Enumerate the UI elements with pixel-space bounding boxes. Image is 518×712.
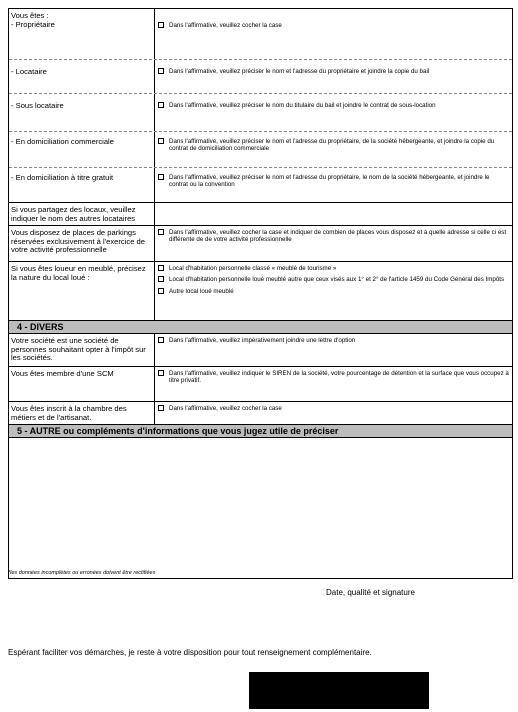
- checkbox[interactable]: [158, 288, 164, 294]
- checkbox[interactable]: [158, 229, 164, 235]
- option-text: Dans l'affirmative, veuillez cocher la case et indiquer de combien de places vous disposez et à quelle adresse si celle ci est différente de de votre activité professionnelle: [169, 229, 507, 244]
- declaration-form: [8, 8, 513, 579]
- option-text: Autre local loué meublé: [169, 287, 234, 295]
- section-4-header: 4 - DIVERS: [9, 320, 512, 333]
- row-label: Vous êtes inscrit à la chambre des métiers et de l'artisanat.: [9, 402, 155, 424]
- checkbox[interactable]: [158, 174, 164, 180]
- option-text: Dans l'affirmative, veuillez cocher la case: [169, 405, 282, 412]
- row-option-is: [9, 333, 512, 366]
- option-text: Dans l'affirmative, veuillez préciser le nom et l'adresse du propriétaire, de la société hébergeante, et joindre la copie du contrat de domiciliation commerciale: [169, 138, 495, 153]
- row-label: Vous êtes : - Propriétaire: [9, 9, 155, 59]
- row-scm: [9, 366, 512, 401]
- row-label: - En domiciliation à titre gratuit: [9, 168, 155, 202]
- checkbox[interactable]: [158, 68, 164, 74]
- checkbox[interactable]: [158, 405, 164, 411]
- row-domiciliation-commerciale: [9, 131, 512, 167]
- row-loueur-meuble: [9, 261, 512, 320]
- option-text: Local d'habitation personnelle loué meublé autre que ceux visés aux 1° et 2° de l'article 1459 du Code Général des Impôts: [169, 276, 505, 284]
- option-text: Dans l'affirmative, veuillez préciser le nom et l'adresse du propriétaire et joindre la copie du bail: [169, 68, 430, 75]
- row-proprietaire: [9, 9, 512, 59]
- row-label: Vous êtes membre d'une SCM: [9, 367, 155, 401]
- option-text: Dans l'affirmative, veuillez impérativement joindre une lettre d'option: [169, 337, 356, 344]
- row-label: Vous disposez de places de parkings réservées exclusivement à l'exercice de votre activité professionnelle: [9, 226, 155, 261]
- row-chambre-metiers: [9, 401, 512, 424]
- row-domiciliation-gratuite: [9, 167, 512, 202]
- row-label: Si vous êtes loueur en meublé, précisez la nature du local loué :: [9, 262, 155, 320]
- option-text: Local d'habitation personnelle classé « meublé de tourisme »: [169, 265, 337, 272]
- checkbox[interactable]: [158, 276, 164, 282]
- row-label: Votre société est une société de personnes souhaitant opter à l'impôt sur les sociétés.: [9, 334, 155, 366]
- row-label: - Locataire: [9, 60, 155, 93]
- option-text: Dans l'affirmative, veuillez cocher la case: [169, 22, 282, 29]
- option-text: Dans l'affirmative, veuillez préciser le nom et l'adresse du propriétaire, le nom de la société hébergeante, et joindre le contrat ou la convention: [169, 174, 490, 189]
- checkbox[interactable]: [158, 265, 164, 271]
- checkbox[interactable]: [158, 138, 164, 144]
- checkbox[interactable]: [158, 337, 164, 343]
- checkbox[interactable]: [158, 22, 164, 28]
- option-text: Dans l'affirmative, veuillez indiquer le SIREN de la société, votre pourcentage de détention et la surface que vous occupez à titre privatif.: [169, 370, 509, 385]
- redacted-signature-block: [249, 672, 429, 709]
- row-label: - Sous locataire: [9, 94, 155, 131]
- row-parkings: [9, 225, 512, 261]
- row-locataire: [9, 59, 512, 93]
- checkbox[interactable]: [158, 102, 164, 108]
- row-sous-locataire: [9, 93, 512, 131]
- signature-label: Date, qualité et signature: [326, 588, 415, 597]
- section-5-header: 5 - AUTRE ou compléments d'informations que vous jugez utile de préciser: [9, 424, 512, 437]
- footnote: *les données incomplètes ou erronées doivent être rectifiées: [8, 570, 156, 576]
- checkbox[interactable]: [158, 370, 164, 376]
- row-locaux-partages: [9, 202, 512, 225]
- free-text-area[interactable]: [9, 437, 512, 578]
- closing-text: Espérant faciliter vos démarches, je reste à votre disposition pour tout renseignement complémentaire.: [8, 648, 372, 657]
- answer-field[interactable]: [155, 203, 512, 225]
- row-label: - En domiciliation commerciale: [9, 132, 155, 167]
- row-label: Si vous partagez des locaux, veuillez indiquer le nom des autres locataires: [9, 203, 155, 225]
- option-text: Dans l'affirmative, veuillez préciser le nom du titulaire du bail et joindre le contrat de sous-location: [169, 102, 436, 109]
